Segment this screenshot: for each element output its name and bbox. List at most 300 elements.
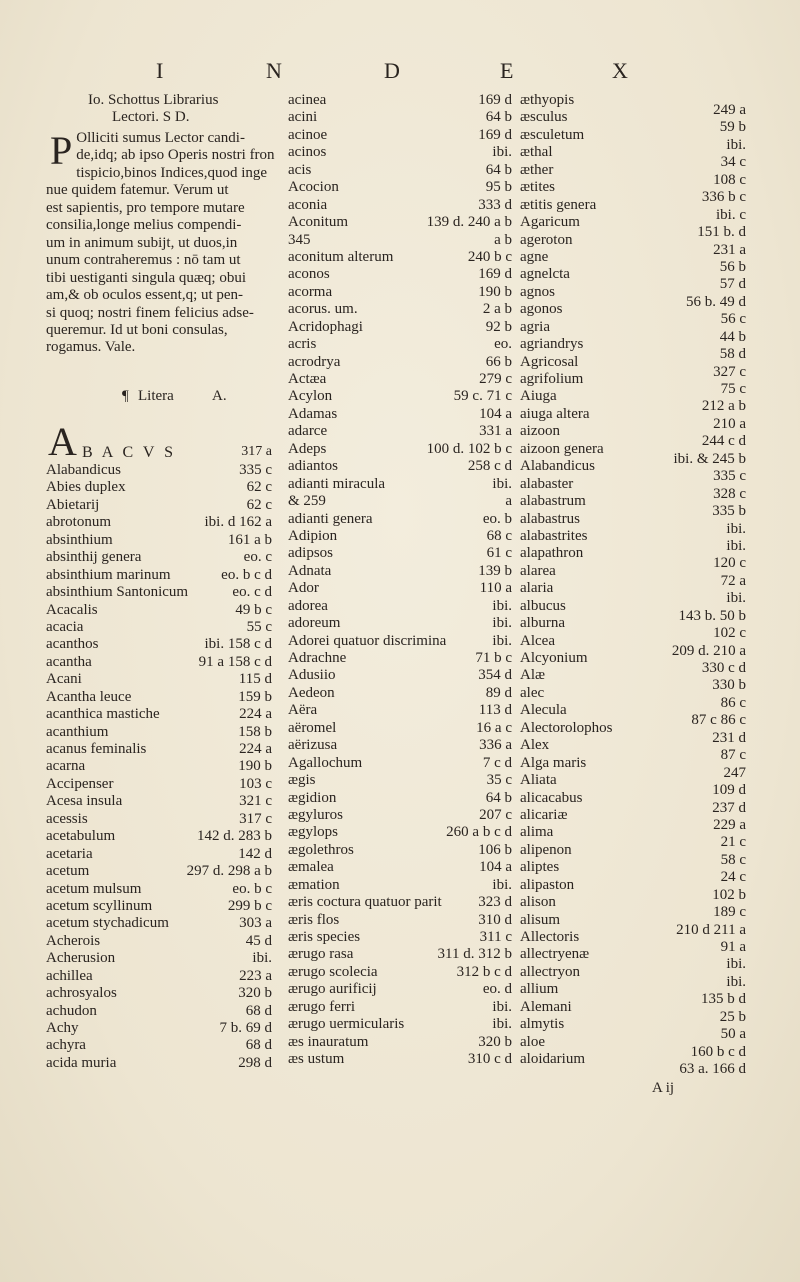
index-entry	[46, 811, 272, 828]
entry-term: Alabandicus	[520, 458, 595, 475]
entry-ref: 212 a b	[701, 398, 746, 415]
preface-line: est sapientis, pro tempore mutare	[46, 199, 245, 216]
index-entry	[520, 877, 648, 894]
entry-ref: 249 a	[713, 102, 746, 118]
entry-ref: ibi.	[492, 475, 512, 492]
entry-term: agria	[520, 318, 550, 335]
entry-ref: eo. b c d	[221, 566, 272, 583]
index-entry	[288, 441, 512, 458]
entry-ref: 244 c d	[701, 433, 746, 450]
index-entry-ref	[650, 503, 746, 520]
index-entry	[520, 633, 648, 650]
entry-term: absinthij genera	[46, 549, 142, 566]
index-entry	[520, 737, 648, 754]
entry-term: Acylon	[288, 388, 333, 405]
entry-term: acida muria	[46, 1054, 117, 1071]
index-entry-ref	[650, 119, 746, 136]
index-entry	[288, 563, 512, 580]
preface-line: consilia,longe melius compendi-	[46, 217, 242, 234]
entry-ref: 92 b	[485, 318, 512, 335]
index-entry	[46, 1037, 272, 1054]
entry-term: ætites	[520, 179, 556, 196]
index-entry	[288, 92, 512, 109]
index-entry	[520, 946, 648, 963]
entry-ref: 336 b c	[701, 189, 746, 206]
entry-term: acanthium	[46, 723, 109, 740]
entry-term: adipsos	[288, 545, 333, 562]
index-entry-ref	[650, 800, 746, 817]
index-entry-ref	[650, 451, 746, 468]
index-entry-ref	[650, 869, 746, 886]
entry-ref: 231 a	[713, 241, 746, 258]
entry-term: achudon	[46, 1002, 97, 1019]
entry-term: Acridophagi	[288, 318, 363, 335]
index-entry	[520, 824, 648, 841]
entry-ref: 135 b d	[701, 991, 746, 1008]
index-entry	[520, 894, 648, 911]
entry-term: almytis	[520, 1016, 565, 1033]
entry-term: alisum	[520, 911, 560, 928]
entry-term: alaria	[520, 580, 554, 597]
index-entry	[288, 266, 512, 283]
header-letter: D	[384, 58, 402, 83]
entry-ref: ibi. d 162 a	[204, 514, 272, 531]
entry-term: alabastrus	[520, 510, 580, 527]
entry-ref: 169 d	[478, 92, 512, 108]
index-entry	[520, 214, 648, 231]
entry-term: aloidarium	[520, 1051, 585, 1068]
entry-term: Acocion	[288, 179, 339, 196]
index-entry	[520, 650, 648, 667]
entry-ref: 89 d	[485, 684, 512, 701]
entry-ref: 299 b c	[227, 897, 272, 914]
entry-ref: 160 b c d	[690, 1043, 746, 1060]
entry-ref: 231 d	[712, 729, 746, 746]
index-entry	[288, 301, 512, 318]
entry-ref: 95 b	[485, 179, 512, 196]
entry-ref: 207 c	[479, 806, 512, 823]
index-entry	[520, 545, 648, 562]
entry-ref: eo. d	[482, 981, 512, 998]
entry-ref: ibi. 158 c d	[204, 636, 272, 653]
index-entry	[46, 758, 272, 775]
entry-ref: 68 d	[245, 1037, 272, 1054]
entry-term: ægidion	[288, 789, 337, 806]
index-entry-ref	[650, 573, 746, 590]
entry-term: Acherusion	[46, 950, 116, 967]
entry-ref: 102 b	[712, 886, 746, 903]
index-entry-ref	[650, 747, 746, 764]
index-entry	[520, 458, 648, 475]
preface-line: nue quidem fatemur. Verum ut	[46, 182, 229, 199]
preface-line: tibi uestiganti singula quæq; obui	[46, 269, 246, 286]
entry-ref: 72 a	[720, 572, 746, 589]
entry-term: Aconitum	[288, 214, 348, 231]
index-entry	[288, 912, 512, 929]
index-entry-ref	[650, 991, 746, 1008]
entry-ref: 64 b	[485, 789, 512, 806]
entry-ref: 159 b	[238, 688, 272, 705]
preface-body	[46, 130, 280, 357]
entry-ref: 298 d	[238, 1054, 272, 1071]
entry-ref: 91 a 158 c d	[198, 653, 272, 670]
index-entry	[46, 1055, 272, 1072]
entry-ref: 110 a	[479, 580, 512, 597]
index-column-3-refs	[650, 102, 746, 1079]
entry-ref: 237 d	[712, 799, 746, 816]
entry-ref: 75 c	[720, 381, 746, 397]
entry-term: agnelcta	[520, 266, 570, 283]
entry-ref: 224 a	[239, 706, 272, 723]
entry-ref: eo. b	[482, 510, 512, 527]
entry-term: aëromel	[288, 719, 337, 736]
entry-ref: 321 c	[239, 793, 272, 810]
index-entry	[288, 545, 512, 562]
entry-term: æmation	[288, 876, 340, 893]
index-entry	[288, 354, 512, 371]
entry-ref: 258 c d	[467, 458, 512, 475]
entry-ref: a b	[494, 231, 512, 248]
index-entry-ref	[650, 346, 746, 363]
entry-term: ætitis genera	[520, 196, 597, 213]
index-entry	[520, 772, 648, 789]
index-entry	[288, 388, 512, 405]
entry-ref: 91 a	[720, 939, 746, 955]
entry-ref: 317 a	[241, 444, 272, 459]
index-entry-ref	[650, 974, 746, 991]
entry-ref: 327 c	[713, 363, 746, 380]
index-entry	[520, 981, 648, 998]
entry-term: Alex	[520, 737, 550, 754]
entry-term: alicacabus	[520, 789, 583, 806]
entry-ref: 108 c	[713, 171, 746, 188]
entry-term: ærugo ferri	[288, 998, 356, 1015]
entry-ref: 311 c	[479, 929, 512, 945]
entry-term: Aiuga	[520, 388, 557, 405]
entry-term: Ador	[288, 580, 319, 597]
entry-term: acini	[288, 109, 318, 126]
entry-ref: eo.	[494, 336, 512, 353]
index-entry-ref	[650, 486, 746, 503]
entry-ref: 335 c	[713, 468, 746, 485]
index-entry-ref	[650, 782, 746, 799]
entry-term: aërizusa	[288, 737, 338, 754]
index-entry	[46, 602, 272, 619]
entry-term: acanthos	[46, 636, 99, 653]
index-entry	[520, 232, 648, 249]
index-entry	[288, 702, 512, 719]
index-entry	[520, 493, 648, 510]
index-entry	[520, 511, 648, 528]
index-entry-ref	[650, 555, 746, 572]
index-entry-ref	[650, 137, 746, 154]
entry-term: agnos	[520, 283, 555, 300]
index-entry-ref	[650, 259, 746, 276]
index-entry	[288, 755, 512, 772]
index-entry-ref	[650, 398, 746, 415]
entry-ref: ibi.	[726, 537, 746, 554]
entry-ref: 312 b c d	[456, 963, 512, 980]
entry-ref: 209 d. 210 a	[671, 642, 746, 659]
entry-term: acantha	[46, 653, 92, 670]
entry-term: adianti genera	[288, 510, 373, 527]
index-entry	[46, 497, 272, 514]
index-entry	[288, 981, 512, 998]
entry-term: æthyopis	[520, 92, 575, 108]
index-entry-ref	[650, 1044, 746, 1061]
entry-ref: 87 c	[720, 747, 746, 764]
entry-term: acis	[288, 161, 312, 178]
entry-term: agrifolium	[520, 371, 584, 387]
entry-ref: 279 c	[479, 371, 512, 387]
entry-ref: 210 a	[713, 415, 746, 432]
index-entry	[288, 894, 512, 911]
entry-term: Abies duplex	[46, 479, 126, 496]
entry-term: Adusiio	[288, 667, 336, 684]
entry-term: acrodrya	[288, 353, 341, 370]
entry-term: alarea	[520, 562, 556, 579]
index-entry-ref	[650, 207, 746, 224]
index-entry	[520, 598, 648, 615]
entry-ref: 223 a	[239, 967, 272, 984]
entry-ref: 330 b	[712, 677, 746, 694]
entry-term: absinthium	[46, 531, 113, 548]
entry-term: aconia	[288, 196, 328, 213]
index-entry	[288, 1016, 512, 1033]
index-entry	[288, 144, 512, 161]
entry-ref: 7 b. 69 d	[219, 1020, 272, 1036]
entry-term: alabastrites	[520, 527, 588, 544]
index-entry	[520, 685, 648, 702]
entry-term: alima	[520, 824, 554, 841]
index-entry	[520, 179, 648, 196]
entry-term: adiantos	[288, 458, 338, 475]
index-entry-ref	[650, 364, 746, 381]
entry-ref: 56 c	[720, 311, 746, 328]
preface-line: de,idq; ab ipso Operis nostri fron	[76, 147, 275, 164]
entry-ref: ibi.	[726, 136, 746, 153]
index-entry-ref	[650, 677, 746, 694]
entry-ref: 86 c	[720, 694, 746, 711]
entry-term: æmalea	[288, 859, 334, 876]
entry-ref: 333 d	[478, 196, 512, 213]
entry-ref: ibi.	[492, 632, 512, 649]
index-entry-ref	[650, 276, 746, 293]
entry-term: acinoe	[288, 126, 328, 143]
entry-term: aizoon genera	[520, 440, 604, 457]
entry-ref: 120 c	[713, 555, 746, 572]
index-entry	[46, 724, 272, 741]
entry-term: Acherois	[46, 932, 101, 949]
preface-line: queremur. Id ut boni consulas,	[46, 321, 228, 338]
index-entry-ref	[650, 695, 746, 712]
entry-ref: 331 a	[479, 423, 512, 440]
entry-term: acacia	[46, 618, 84, 635]
index-entry	[46, 1003, 272, 1020]
entry-ref: ibi.	[492, 597, 512, 614]
entry-term: acanthica mastiche	[46, 706, 160, 723]
index-entry	[520, 284, 648, 301]
entry-ref: eo. c	[243, 549, 272, 566]
index-entry	[46, 828, 272, 845]
entry-ref: 64 b	[485, 161, 512, 178]
entry-term: Adrachne	[288, 650, 347, 666]
entry-term: Aliata	[520, 772, 557, 789]
preface	[46, 92, 280, 356]
preface-line: Olliciti sumus Lector candi-	[76, 130, 245, 146]
index-entry-ref	[650, 730, 746, 747]
entry-term: Alemani	[520, 998, 572, 1015]
index-entry	[520, 423, 648, 440]
entry-term: æsculus	[520, 109, 568, 126]
index-entry	[288, 685, 512, 702]
entry-term: acris	[288, 336, 317, 353]
index-entry	[46, 549, 272, 566]
index-entry	[46, 479, 272, 496]
entry-term: agne	[520, 248, 549, 265]
entry-term: agonos	[520, 301, 563, 318]
entry-ref: 169 d	[478, 266, 512, 283]
page-header	[0, 58, 800, 88]
entry-term: B A C V S	[82, 444, 177, 461]
index-entry-ref	[650, 381, 746, 398]
first-entry	[46, 419, 272, 464]
entry-term: acetum mulsum	[46, 880, 142, 897]
index-entry	[288, 127, 512, 144]
index-entry	[46, 776, 272, 793]
index-entry	[288, 528, 512, 545]
entry-term: acetum stychadicum	[46, 915, 169, 932]
index-entry	[288, 458, 512, 475]
entry-ref: 311 d. 312 b	[437, 946, 512, 963]
entry-ref: 189 c	[713, 904, 746, 921]
entry-ref: 104 a	[479, 859, 512, 876]
index-entry	[520, 197, 648, 214]
index-entry	[288, 737, 512, 754]
entry-ref: 21 c	[720, 834, 746, 851]
entry-ref: 113 d	[478, 702, 512, 719]
entry-ref: 335 c	[239, 462, 272, 478]
entry-ref: 56 b. 49 d	[686, 293, 746, 310]
section-label: Litera	[138, 388, 174, 404]
entry-ref: ibi.	[492, 144, 512, 161]
entry-term: Alcea	[520, 632, 555, 649]
index-entry	[520, 528, 648, 545]
entry-ref: a	[505, 493, 512, 510]
entry-term: aizoon	[520, 423, 560, 440]
entry-ref: 210 d 211 a	[676, 921, 746, 938]
entry-ref: 310 d	[478, 911, 512, 928]
entry-ref: ibi. & 245 b	[673, 450, 746, 467]
entry-term: acetabulum	[46, 828, 116, 845]
index-entry	[288, 772, 512, 789]
drop-cap: P	[50, 128, 73, 173]
preface-line: um in animum subijt, ut duos,in	[46, 234, 238, 251]
index-entry-ref	[650, 956, 746, 973]
entry-ref: ibi.	[726, 956, 746, 973]
index-column-1	[46, 462, 272, 1072]
entry-ref: 335 b	[712, 503, 746, 520]
index-entry	[288, 615, 512, 632]
initial-capital: A	[48, 419, 77, 464]
index-entry	[288, 842, 512, 859]
entry-term: Agallochum	[288, 754, 363, 771]
entry-term: adorea	[288, 597, 328, 614]
entry-term: aiuga altera	[520, 405, 590, 422]
entry-term: alicariæ	[520, 806, 568, 823]
entry-term: allectryon	[520, 963, 580, 980]
index-entry-ref	[650, 852, 746, 869]
index-entry	[520, 563, 648, 580]
index-entry	[520, 1034, 648, 1051]
entry-ref: ibi.	[726, 590, 746, 607]
entry-term: achillea	[46, 967, 93, 984]
entry-term: allium	[520, 981, 559, 998]
entry-term: alapathron	[520, 545, 584, 562]
entry-ref: 68 c	[486, 527, 512, 544]
entry-term: alabastrum	[520, 493, 586, 510]
index-entry	[520, 615, 648, 632]
index-entry	[520, 790, 648, 807]
entry-term: Alabandicus	[46, 462, 121, 478]
entry-term: alec	[520, 684, 545, 701]
index-entry-ref	[650, 834, 746, 851]
entry-ref: 2 a b	[482, 301, 512, 318]
entry-ref: 64 b	[485, 109, 512, 126]
index-entry	[520, 929, 648, 946]
index-entry-ref	[650, 433, 746, 450]
section-letter: A.	[212, 388, 227, 404]
preface-title: Io. Schottus Librarius	[88, 92, 219, 108]
index-entry	[520, 249, 648, 266]
entry-term: æris coctura quatuor parit	[288, 894, 442, 911]
entry-term: Adamas	[288, 405, 338, 422]
index-entry-ref	[650, 416, 746, 433]
entry-ref: 16 a c	[476, 719, 512, 736]
index-entry	[46, 1020, 272, 1037]
index-entry	[288, 179, 512, 196]
entry-ref: 59 b	[719, 119, 746, 136]
index-entry	[288, 598, 512, 615]
index-entry	[46, 706, 272, 723]
entry-ref: 115 d	[238, 671, 272, 688]
index-entry	[520, 999, 648, 1016]
entry-term: Alga maris	[520, 754, 587, 771]
index-entry	[520, 580, 648, 597]
index-entry	[46, 968, 272, 985]
pilcrow-icon: ¶	[122, 388, 129, 404]
index-entry	[288, 336, 512, 353]
entry-ref: 35 c	[486, 772, 512, 789]
entry-term: Adorei quatuor discrimina	[288, 632, 447, 649]
entry-ref: ibi.	[492, 998, 512, 1015]
entry-ref: 57 d	[719, 276, 746, 293]
entry-ref: 44 b	[719, 328, 746, 345]
index-entry-ref	[650, 625, 746, 642]
entry-term: æs ustum	[288, 1051, 345, 1068]
entry-term: albucus	[520, 597, 566, 614]
entry-ref: 109 d	[712, 782, 746, 799]
entry-ref: 25 b	[719, 1008, 746, 1025]
entry-ref: ibi.	[726, 520, 746, 537]
entry-term: æther	[520, 161, 554, 178]
entry-term: Adnata	[288, 562, 332, 579]
index-entry-ref	[650, 538, 746, 555]
entry-term: acinea	[288, 92, 327, 108]
entry-ref: 56 b	[719, 258, 746, 275]
entry-ref: 328 c	[713, 485, 746, 502]
index-entry	[288, 650, 512, 667]
